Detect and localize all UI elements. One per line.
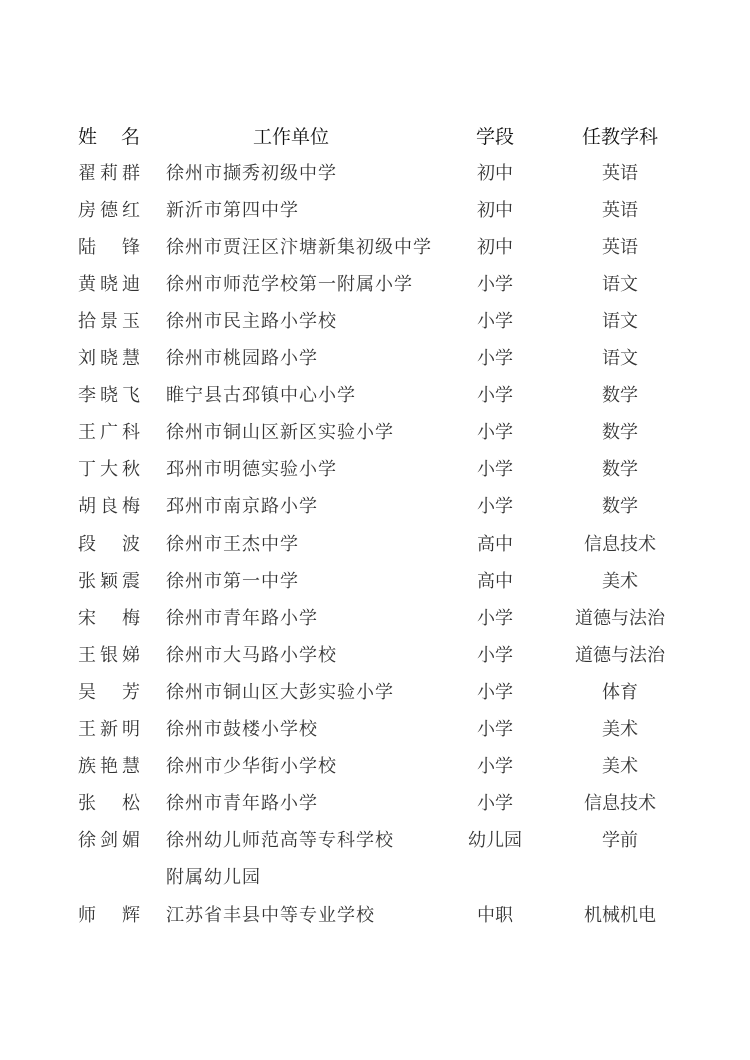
cell-subject: 语文 [602, 274, 638, 295]
cell-stage: 初中 [477, 163, 513, 184]
table-row [0, 604, 750, 634]
cell-name: 拾景玉 [78, 311, 140, 332]
table-row [0, 418, 750, 448]
cell-name: 宋 梅 [78, 608, 140, 629]
cell-name: 王新明 [78, 719, 140, 740]
header-stage: 学段 [475, 126, 514, 148]
cell-subject: 英语 [602, 200, 638, 221]
cell-unit: 徐州市桃园路小学 [166, 348, 318, 369]
table-row [0, 715, 750, 745]
cell-unit: 徐州市贾汪区汴塘新集初级中学 [166, 237, 432, 258]
cell-subject: 机械机电 [584, 905, 656, 926]
table-row [0, 641, 750, 671]
cell-subject: 美术 [602, 719, 638, 740]
cell-unit: 徐州市铜山区新区实验小学 [166, 422, 394, 443]
cell-unit: 徐州市撷秀初级中学 [166, 163, 337, 184]
cell-unit: 邳州市明德实验小学 [166, 459, 337, 480]
cell-stage: 小学 [477, 682, 513, 703]
table-row [0, 530, 750, 560]
cell-unit: 徐州市青年路小学 [166, 608, 318, 629]
cell-name: 陆 锋 [78, 237, 140, 258]
cell-stage: 小学 [477, 459, 513, 480]
cell-stage: 高中 [477, 534, 513, 555]
table-row [0, 492, 750, 522]
table-row [0, 270, 750, 300]
cell-unit: 徐州市大马路小学校 [166, 645, 337, 666]
cell-stage: 小学 [477, 311, 513, 332]
cell-name: 丁大秋 [78, 459, 140, 480]
cell-name: 房德红 [78, 200, 140, 221]
cell-subject: 数学 [602, 422, 638, 443]
cell-name: 王广科 [78, 422, 140, 443]
table-row [0, 233, 750, 263]
table-row [0, 307, 750, 337]
cell-name: 段 波 [78, 534, 140, 555]
cell-stage: 初中 [477, 200, 513, 221]
cell-unit: 徐州市师范学校第一附属小学 [166, 274, 413, 295]
cell-subject: 信息技术 [584, 534, 656, 555]
table-row [0, 381, 750, 411]
cell-unit: 徐州市青年路小学 [166, 793, 318, 814]
cell-stage: 小学 [477, 608, 513, 629]
cell-subject: 数学 [602, 385, 638, 406]
table-row [0, 901, 750, 931]
cell-stage: 小学 [477, 645, 513, 666]
cell-unit: 新沂市第四中学 [166, 200, 299, 221]
cell-subject: 体育 [602, 682, 638, 703]
cell-unit: 徐州市民主路小学校 [166, 311, 337, 332]
cell-name: 张颖震 [78, 571, 140, 592]
cell-stage: 初中 [477, 237, 513, 258]
cell-unit: 邳州市南京路小学 [166, 496, 318, 517]
cell-name: 刘晓慧 [78, 348, 140, 369]
cell-unit: 徐州市少华街小学校 [166, 756, 337, 777]
cell-subject: 美术 [602, 756, 638, 777]
header-unit: 工作单位 [252, 126, 329, 148]
cell-unit: 睢宁县古邳镇中心小学 [166, 385, 356, 406]
table-row [0, 344, 750, 374]
cell-unit: 徐州市第一中学 [166, 571, 299, 592]
cell-subject: 语文 [602, 348, 638, 369]
table-row [0, 678, 750, 708]
cell-name: 吴 芳 [78, 682, 140, 703]
cell-unit: 徐州市鼓楼小学校 [166, 719, 318, 740]
header-name: 姓 名 [78, 126, 140, 148]
cell-name: 徐剑媚 [78, 830, 140, 851]
cell-subject: 学前 [602, 830, 638, 851]
cell-unit: 徐州市铜山区大彭实验小学 [166, 682, 394, 703]
cell-subject: 道德与法治 [575, 608, 665, 629]
cell-stage: 小学 [477, 496, 513, 517]
table-header [0, 122, 750, 152]
cell-stage: 小学 [477, 348, 513, 369]
cell-subject: 英语 [602, 237, 638, 258]
cell-name: 李晓飞 [78, 385, 140, 406]
table-row [0, 455, 750, 485]
cell-stage: 小学 [477, 756, 513, 777]
cell-subject: 道德与法治 [575, 645, 665, 666]
header-subject: 任教学科 [581, 126, 658, 148]
cell-name: 王银娣 [78, 645, 140, 666]
cell-unit: 徐州幼儿师范高等专科学校 [166, 830, 394, 851]
cell-stage: 中职 [477, 905, 513, 926]
cell-name: 胡良梅 [78, 496, 140, 517]
table-row [0, 159, 750, 189]
cell-stage: 高中 [477, 571, 513, 592]
cell-subject: 信息技术 [584, 793, 656, 814]
cell-name: 师 辉 [78, 905, 140, 926]
cell-stage: 幼儿园 [468, 830, 522, 851]
table-row [0, 752, 750, 782]
cell-subject: 数学 [602, 496, 638, 517]
table-row [0, 196, 750, 226]
table-row [0, 789, 750, 819]
cell-unit: 徐州市王杰中学 [166, 534, 299, 555]
cell-subject: 语文 [602, 311, 638, 332]
cell-stage: 小学 [477, 274, 513, 295]
cell-subject: 美术 [602, 571, 638, 592]
cell-unit: 江苏省丰县中等专业学校 [166, 905, 375, 926]
cell-name: 黄晓迪 [78, 274, 140, 295]
cell-stage: 小学 [477, 719, 513, 740]
cell-stage: 小学 [477, 793, 513, 814]
cell-stage: 小学 [477, 385, 513, 406]
table-row [0, 567, 750, 597]
cell-stage: 小学 [477, 422, 513, 443]
cell-name: 张 松 [78, 793, 140, 814]
cell-name: 翟莉群 [78, 163, 140, 184]
cell-name: 族艳慧 [78, 756, 140, 777]
cell-subject: 数学 [602, 459, 638, 480]
cell-unit-line2: 附属幼儿园 [166, 867, 261, 888]
cell-subject: 英语 [602, 163, 638, 184]
table-row [0, 826, 750, 894]
